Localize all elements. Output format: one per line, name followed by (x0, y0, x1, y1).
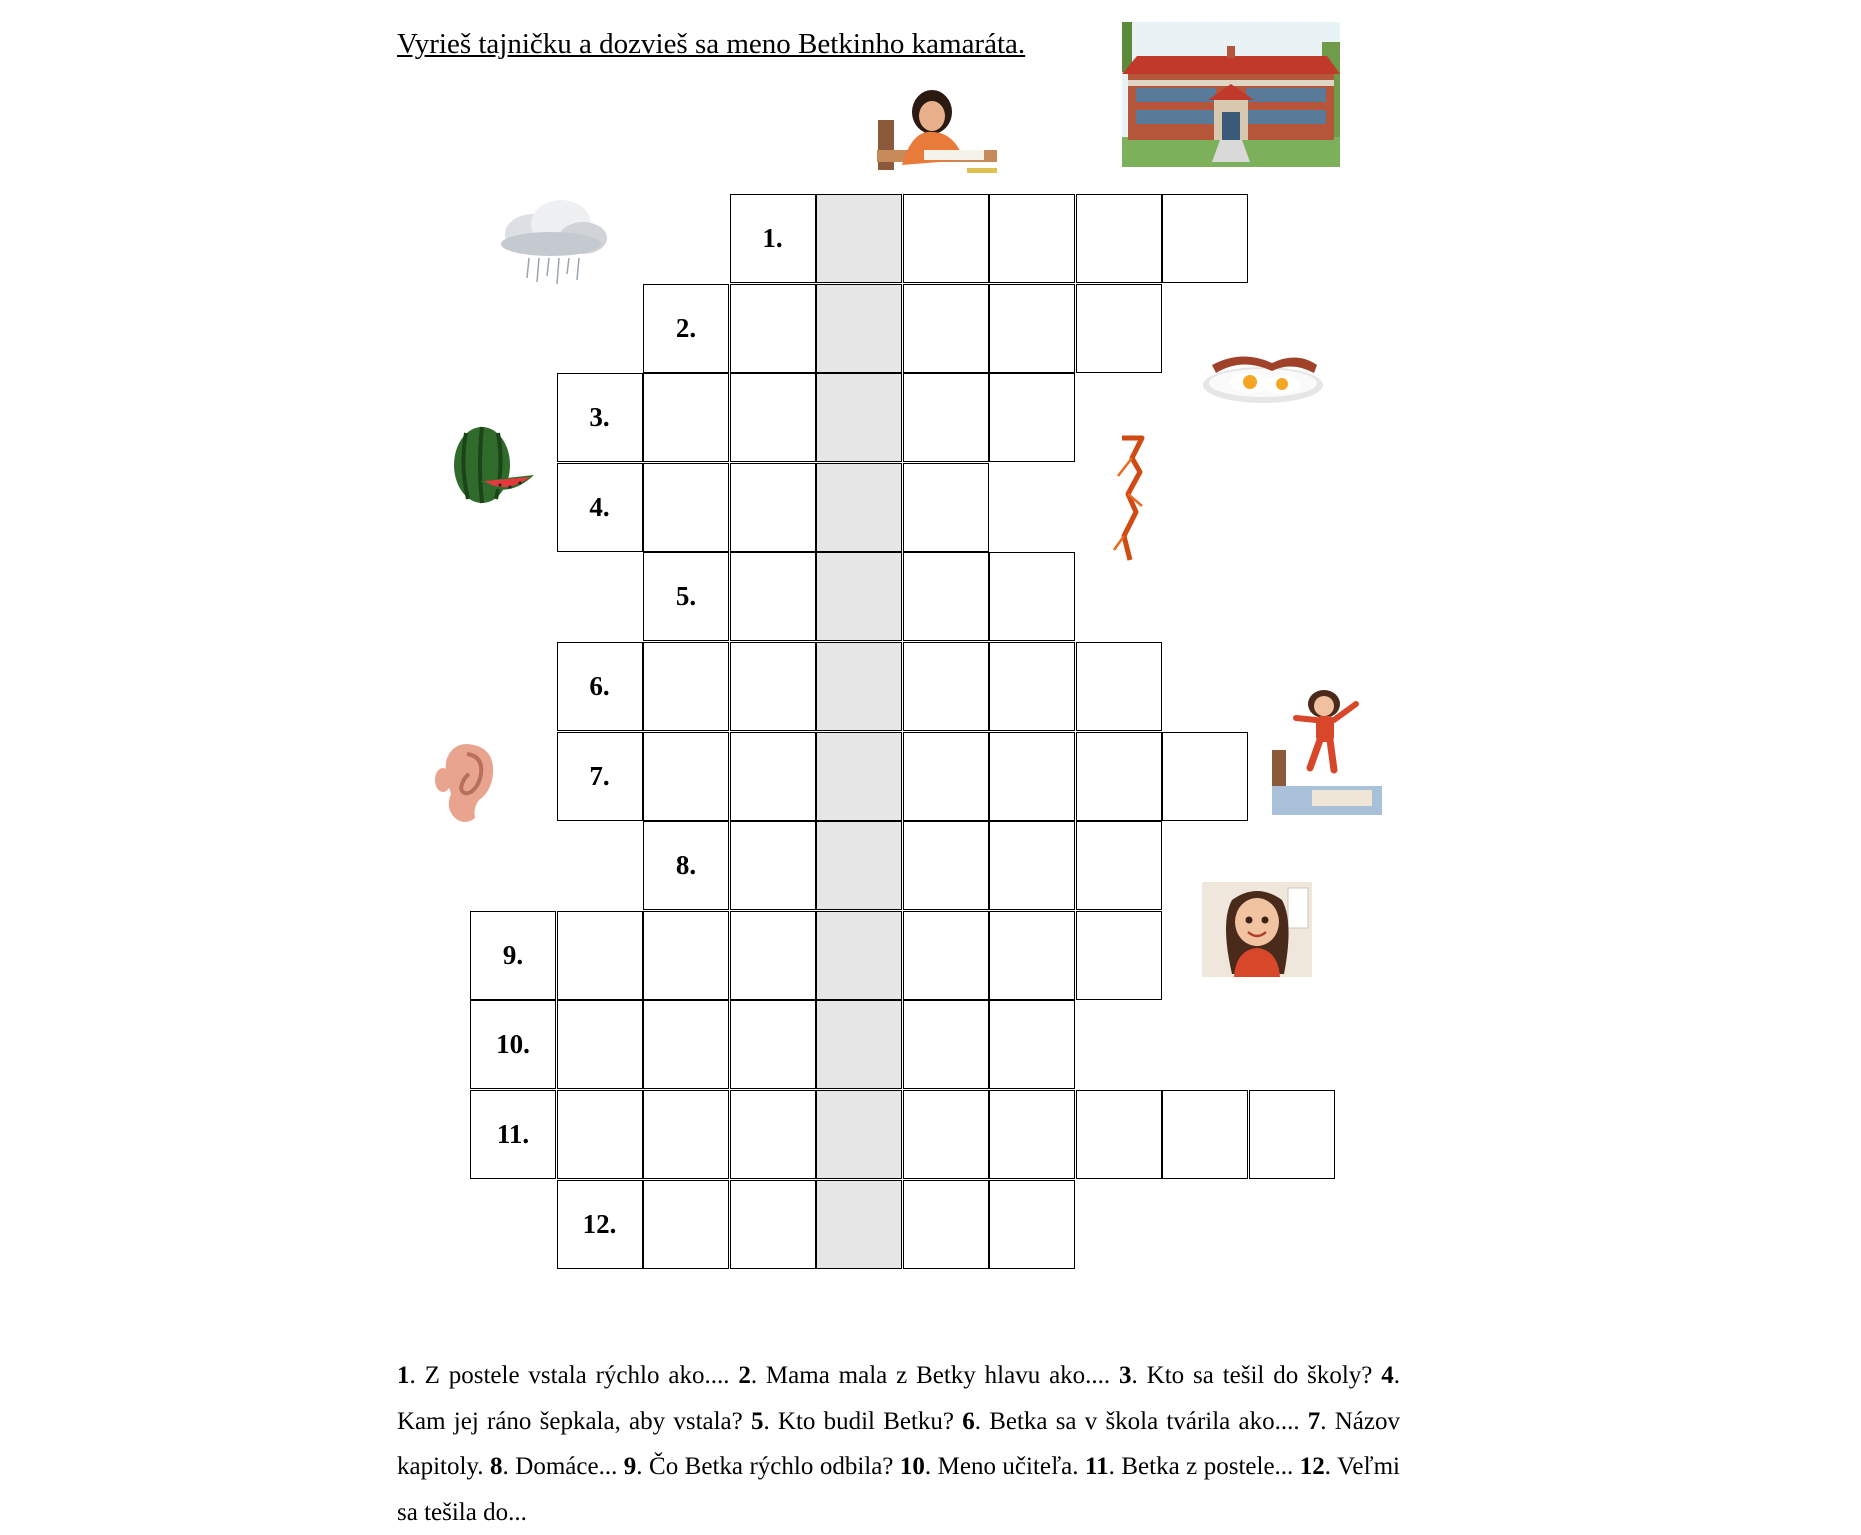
clue-number-cell: 3. (557, 373, 643, 462)
clue-number: 1 (397, 1362, 410, 1389)
studying-girl-picture (872, 80, 1002, 180)
clue-text: . Kam jej ráno šepkala, aby vstala? (397, 1362, 1400, 1435)
secret-letter-cell[interactable] (816, 373, 902, 462)
letter-cell[interactable] (903, 642, 989, 731)
clue-number: 5 (750, 1407, 764, 1435)
clue-number: 6 (962, 1407, 975, 1435)
letter-cell[interactable] (903, 1180, 989, 1269)
letter-cell[interactable] (989, 1000, 1075, 1089)
clue-item (1119, 1362, 1381, 1389)
secret-letter-cell[interactable] (816, 194, 902, 283)
letter-cell[interactable] (1076, 911, 1162, 1000)
clue-item (962, 1408, 1308, 1435)
clue-number: 4 (1381, 1362, 1394, 1389)
letter-cell[interactable] (730, 1090, 816, 1179)
clue-number-cell: 11. (470, 1090, 556, 1179)
clue-number-cell: 6. (557, 642, 643, 731)
clue-number-cell: 8. (643, 821, 729, 910)
letter-cell[interactable] (730, 1000, 816, 1089)
letter-cell[interactable] (730, 732, 816, 821)
letter-cell[interactable] (730, 373, 816, 462)
letter-cell[interactable] (989, 732, 1075, 821)
clue-text: . Meno učiteľa. (924, 1453, 1085, 1480)
clue-number: 9 (623, 1453, 637, 1480)
clue-number: 12 (1299, 1453, 1325, 1480)
letter-cell[interactable] (730, 463, 816, 552)
letter-cell[interactable] (989, 911, 1075, 1000)
letter-cell[interactable] (989, 552, 1075, 641)
letter-cell[interactable] (903, 732, 989, 821)
letter-cell[interactable] (643, 1000, 729, 1089)
letter-cell[interactable] (903, 284, 989, 373)
ear-picture (433, 740, 497, 825)
letter-cell[interactable] (730, 1180, 816, 1269)
clue-item (738, 1362, 1119, 1389)
watermelon-picture (450, 423, 535, 505)
clue-number-cell: 12. (557, 1180, 643, 1269)
letter-cell[interactable] (730, 642, 816, 731)
letter-cell[interactable] (730, 552, 816, 641)
clue-number-cell: 9. (470, 911, 556, 1000)
letter-cell[interactable] (903, 1000, 989, 1089)
letter-cell[interactable] (1076, 732, 1162, 821)
letter-cell[interactable] (1162, 1090, 1248, 1179)
clue-item (624, 1453, 900, 1480)
jumping-girl-picture (1272, 690, 1382, 815)
clue-text: . Kto sa tešil do školy? (1131, 1362, 1382, 1389)
clue-number-cell: 7. (557, 732, 643, 821)
clue-number-cell: 4. (557, 463, 643, 552)
letter-cell[interactable] (643, 732, 729, 821)
clue-number: 10 (899, 1453, 925, 1480)
clues-text (397, 1353, 1400, 1535)
clue-text: . Domáce... (502, 1453, 624, 1480)
clue-number: 3 (1119, 1362, 1132, 1389)
letter-cell[interactable] (989, 373, 1075, 462)
letter-cell[interactable] (1076, 1090, 1162, 1179)
letter-cell[interactable] (1162, 194, 1248, 283)
letter-cell[interactable] (643, 642, 729, 731)
secret-letter-cell[interactable] (816, 732, 902, 821)
clue-text: . Veľmi sa tešila do... (397, 1453, 1400, 1526)
letter-cell[interactable] (1162, 732, 1248, 821)
letter-cell[interactable] (903, 911, 989, 1000)
letter-cell[interactable] (989, 821, 1075, 910)
secret-letter-cell[interactable] (816, 1180, 902, 1269)
clue-number-cell: 2. (643, 284, 729, 373)
clue-text: . Betka z postele... (1108, 1453, 1300, 1480)
letter-cell[interactable] (557, 1090, 643, 1179)
clue-item (397, 1362, 738, 1389)
clue-text: . Názov kapitoly. (397, 1407, 1400, 1480)
letter-cell[interactable] (643, 463, 729, 552)
clue-number-cell: 10. (470, 1000, 556, 1089)
secret-letter-cell[interactable] (816, 1000, 902, 1089)
letter-cell[interactable] (1076, 284, 1162, 373)
letter-cell[interactable] (730, 284, 816, 373)
letter-cell[interactable] (903, 552, 989, 641)
bacon-eggs-picture (1202, 345, 1324, 405)
clue-number-cell: 5. (643, 552, 729, 641)
clue-number-cell: 1. (730, 194, 816, 283)
secret-letter-cell[interactable] (816, 821, 902, 910)
letter-cell[interactable] (1076, 194, 1162, 283)
secret-letter-cell[interactable] (816, 552, 902, 641)
letter-cell[interactable] (903, 821, 989, 910)
letter-cell[interactable] (730, 821, 816, 910)
clue-number: 2 (738, 1362, 751, 1389)
lightning-picture (1102, 432, 1162, 564)
clue-text: . Kto budil Betku? (763, 1407, 963, 1435)
clue-text: . Čo Betka rýchlo odbila? (636, 1453, 900, 1480)
clue-number: 11 (1085, 1453, 1109, 1480)
letter-cell[interactable] (903, 194, 989, 283)
letter-cell[interactable] (730, 911, 816, 1000)
letter-cell[interactable] (557, 911, 643, 1000)
letter-cell[interactable] (1076, 821, 1162, 910)
worksheet-title: Vyrieš tajničku a dozvieš sa meno Betkinho kamaráta. (397, 28, 1026, 60)
rain-cloud-picture (493, 196, 611, 286)
clue-item (900, 1453, 1085, 1480)
secret-letter-cell[interactable] (816, 284, 902, 373)
letter-cell[interactable] (989, 642, 1075, 731)
letter-cell[interactable] (989, 284, 1075, 373)
letter-cell[interactable] (643, 373, 729, 462)
clue-number: 7 (1307, 1407, 1321, 1435)
smiling-girl-picture (1202, 882, 1312, 977)
letter-cell[interactable] (989, 1180, 1075, 1269)
clue-item (751, 1408, 962, 1435)
letter-cell[interactable] (643, 911, 729, 1000)
letter-cell[interactable] (903, 373, 989, 462)
letter-cell[interactable] (643, 1090, 729, 1179)
secret-letter-cell[interactable] (816, 642, 902, 731)
letter-cell[interactable] (989, 1090, 1075, 1179)
letter-cell[interactable] (989, 194, 1075, 283)
school-building-picture (1122, 22, 1340, 167)
clue-item (1085, 1453, 1300, 1480)
clue-item (490, 1453, 624, 1480)
clue-text: . Betka sa v škola tvárila ako.... (974, 1407, 1308, 1435)
clue-text: . Z postele vstala rýchlo ako.... (409, 1362, 739, 1389)
letter-cell[interactable] (1249, 1090, 1335, 1179)
letter-cell[interactable] (903, 1090, 989, 1179)
letter-cell[interactable] (903, 463, 989, 552)
clue-number: 8 (490, 1453, 503, 1480)
secret-letter-cell[interactable] (816, 911, 902, 1000)
letter-cell[interactable] (643, 1180, 729, 1269)
letter-cell[interactable] (557, 1000, 643, 1089)
letter-cell[interactable] (1076, 642, 1162, 731)
secret-letter-cell[interactable] (816, 1090, 902, 1179)
secret-letter-cell[interactable] (816, 463, 902, 552)
clue-text: . Mama mala z Betky hlavu ako.... (750, 1362, 1120, 1389)
